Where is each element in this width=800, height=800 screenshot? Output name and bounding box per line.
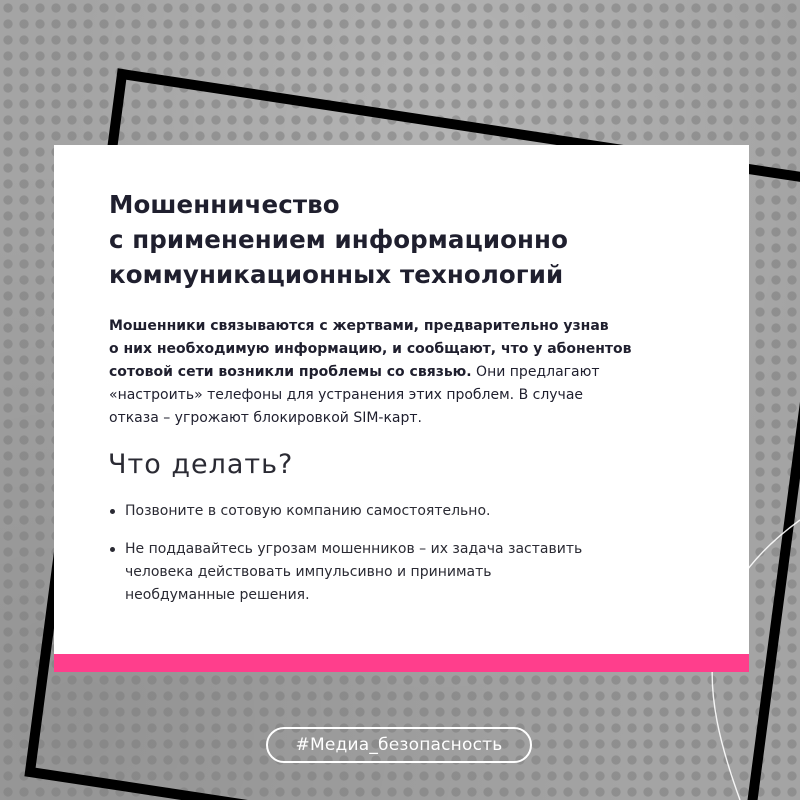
hashtag-badge[interactable]: #Медиа_безопасность (266, 727, 532, 763)
intro-line-4: «настроить» телефоны для устранения этих проблем. В случае (109, 387, 584, 403)
intro-line-3 (109, 361, 709, 384)
intro-bold-1: Мошенники связываются с жертвами, предварительно узнав (109, 318, 609, 334)
advice-list (109, 500, 729, 607)
intro-paragraph (109, 315, 709, 430)
card-title (109, 187, 568, 292)
bullet-dot-icon (110, 509, 115, 514)
intro-line-1 (109, 315, 709, 338)
card-title-line-3: коммуникационных технологий (109, 260, 564, 289)
info-card (54, 145, 749, 672)
list-item (109, 500, 729, 523)
intro-line-5: отказа – угрожают блокировкой SIM-карт. (109, 410, 423, 426)
advice-2-line-3: необдуманные решения. (125, 587, 310, 603)
intro-bold-2: о них необходимую информацию, и сообщают, что у абонентов (109, 341, 632, 357)
advice-2-line-1: Не поддавайтесь угрозам мошенников – их задача заставить (125, 541, 583, 557)
what-to-do-heading: Что делать? (108, 449, 294, 480)
bullet-dot-icon (110, 547, 115, 552)
intro-line-2 (109, 338, 709, 361)
intro-bold-3: сотовой сети возникли проблемы со связью. (109, 364, 472, 380)
advice-2-line-2: человека действовать импульсивно и принимать (125, 564, 492, 580)
card-title-line-2: с применением информационно (109, 225, 569, 254)
card-title-line-1: Мошенничество (109, 190, 340, 219)
intro-regular-continuation: Они предлагают (471, 364, 600, 380)
list-item (109, 538, 729, 607)
pink-accent-bar (54, 654, 749, 672)
advice-1-line-1: Позвоните в сотовую компанию самостоятельно. (125, 503, 491, 519)
